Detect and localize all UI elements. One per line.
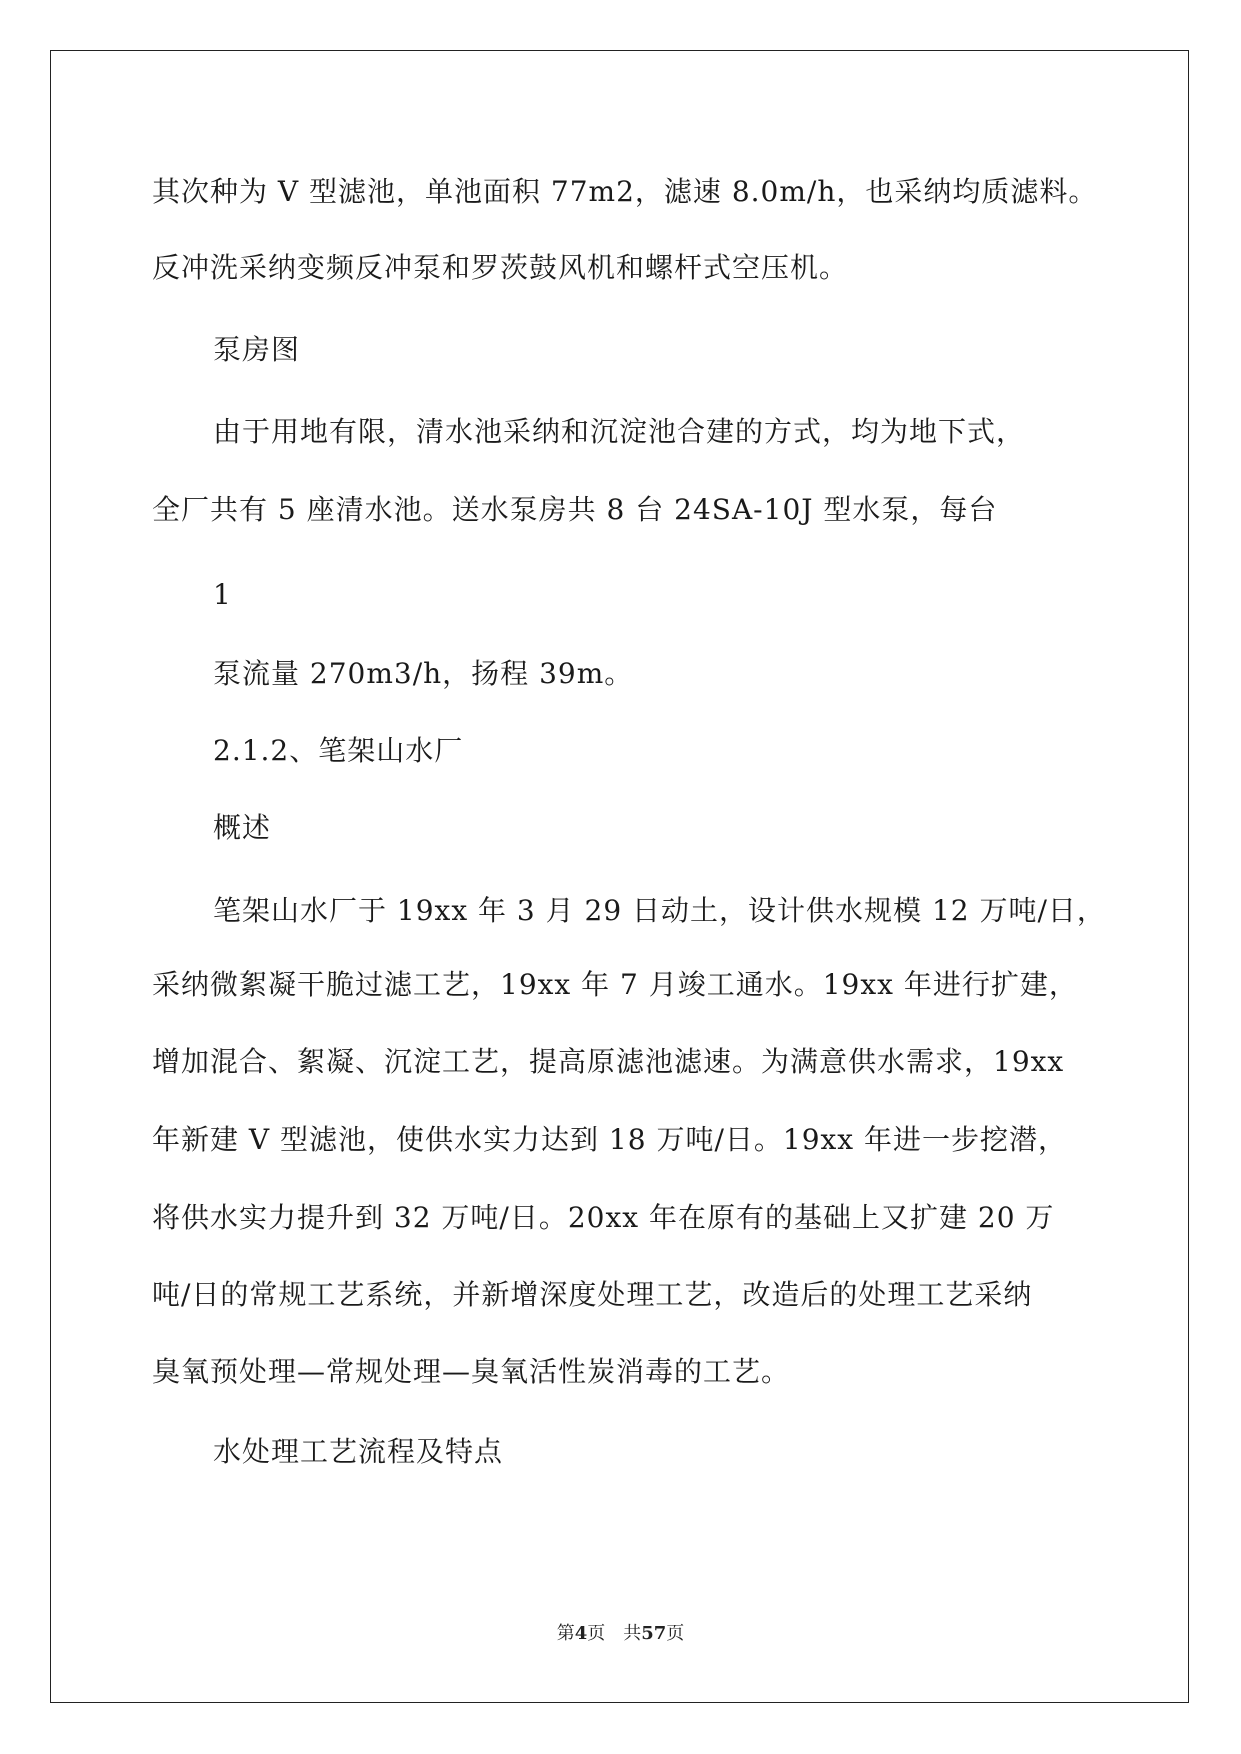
footer-total-prefix: 共: [623, 1623, 642, 1644]
body-line-11: 将供水实力提升到 32 万吨/日。20xx 年在原有的基础上又扩建 20 万: [152, 1201, 1055, 1234]
body-line-8: 采纳微絮凝干脆过滤工艺，19xx 年 7 月竣工通水。19xx 年进行扩建，: [152, 968, 1078, 1001]
caption-pump-room: 泵房图: [213, 333, 301, 366]
body-line-4: 全厂共有 5 座清水池。送水泵房共 8 台 24SA-10J 型水泵，每台: [152, 493, 998, 526]
footer-page-word: 页: [587, 1623, 606, 1644]
body-line-9: 增加混合、絮凝、沉淀工艺，提高原滤池滤速。为满意供水需求，19xx: [152, 1045, 1065, 1078]
footer-prefix: 第: [556, 1623, 575, 1644]
body-line-3: 由于用地有限，清水池采纳和沉淀池合建的方式，均为地下式，: [213, 415, 1026, 448]
footer-total-pages: 57: [641, 1623, 667, 1644]
footer-current-page: 4: [574, 1623, 588, 1644]
body-line-12: 吨/日的常规工艺系统，并新增深度处理工艺，改造后的处理工艺采纳: [152, 1278, 1033, 1311]
page-footer: [0, 1622, 1241, 1646]
footer-total-suffix: 页: [666, 1623, 685, 1644]
body-line-10: 年新建 V 型滤池，使供水实力达到 18 万吨/日。19xx 年进一步挖潜，: [152, 1123, 1067, 1156]
body-line-1: 其次种为 V 型滤池，单池面积 77m2，滤速 8.0m/h，也采纳均质滤料。: [152, 175, 1098, 208]
body-line-2: 反冲洗采纳变频反冲泵和罗茨鼓风机和螺杆式空压机。: [152, 251, 849, 284]
subheading-process: 水处理工艺流程及特点: [213, 1435, 504, 1468]
section-heading: 2.1.2、笔架山水厂: [213, 734, 464, 767]
body-line-7: 笔架山水厂于 19xx 年 3 月 29 日动土，设计供水规模 12 万吨/日，: [213, 894, 1106, 927]
body-line-6: 泵流量 270m3/h，扬程 39m。: [213, 657, 634, 690]
body-line-13: 臭氧预处理—常规处理—臭氧活性炭消毒的工艺。: [152, 1355, 791, 1388]
body-line-5: 1: [213, 578, 232, 611]
subheading-overview: 概述: [213, 811, 272, 844]
